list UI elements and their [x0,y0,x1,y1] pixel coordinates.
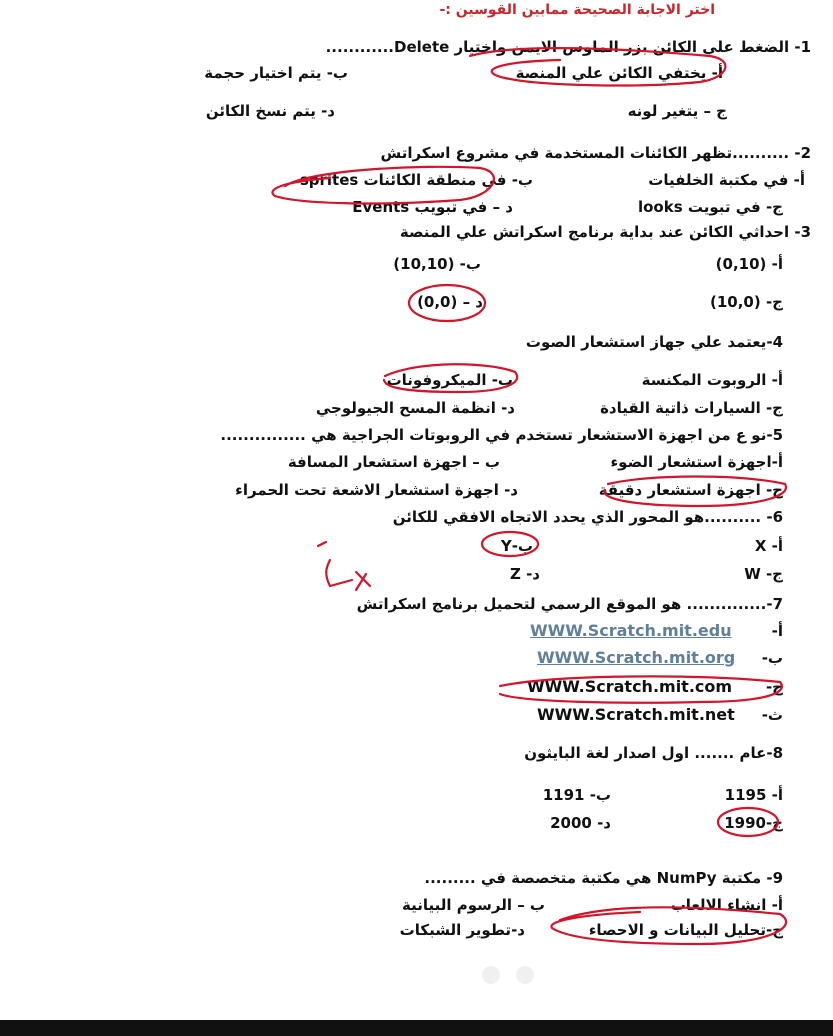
q9-option-c: ج-تحليل البيانات و الاحصاء [588,921,783,939]
q5-option-b: ب – اجهزة استشعار المسافة [287,453,500,471]
q2-option-c: ج- في تبويت looks [637,198,783,216]
question-5: 5-نو ع من اجهزة الاستشعار تستخدم في الروبوتات الجراجية هي ............... [220,426,783,444]
q7-option-a-url[interactable]: WWW.Scratch.mit.edu [530,621,732,640]
q8-option-a: أ- 1195 [724,786,783,804]
q6-scribble [318,542,370,590]
q7-option-b-label: ب- [761,649,783,667]
q7-option-d-label: ث- [761,706,783,724]
q1-option-c: ج – يتغير لونه [627,102,727,120]
q7-option-d-url: WWW.Scratch.mit.net [537,705,735,724]
q6-option-b: ب-Y [500,537,533,555]
q2-option-a: أ- في مكتبة الخلفيات [648,171,805,189]
q9-option-b: ب – الرسوم البيانية [402,896,545,914]
q8-option-b: ب- 1191 [542,786,611,804]
question-4: 4-يعتمد علي جهاز استشعار الصوت [525,333,783,351]
pagination-dot [482,966,500,984]
question-9: 9- مكتبة NumPy هي مكتبة متخصصة في ......... [424,869,783,887]
bottom-bar [0,1020,833,1036]
q9-option-a: أ- انشاء الالعاب [670,896,783,914]
q1-option-a: أ- يختفي الكائن علي المنصة [515,64,723,82]
q9-option-d: د-تطوير الشبكات [399,921,525,939]
q7-option-a-label: أ- [771,622,783,640]
pagination-dot [516,966,534,984]
q7-option-b-url[interactable]: WWW.Scratch.mit.org [537,648,736,667]
question-7: 7-.............. هو الموقع الرسمي لتحميل برنامج اسكراتش [356,595,783,613]
q3-option-d: د – (0,0) [417,293,483,311]
question-8: 8-عام ....... اول اصدار لغة البايثون [524,744,783,762]
q3-option-c: ج- (10,0) [710,293,783,311]
q7-option-c-url: WWW.Scratch.mit.com [527,677,733,696]
question-1: 1- الضغط علي الكائن بزر الماوس الايمن واختيار Delete............ [325,38,811,56]
q1-option-b: ب- يتم اختيار حجمة [204,64,348,82]
q4-option-d: د- انظمة المسح الجيولوجي [315,399,515,417]
q2-option-b: ب- في منطقة الكائنات sprites [299,171,533,189]
q5-option-c: ج- اجهزة استشعار دقيقة [598,481,783,499]
q5-option-a: أ-اجهزة استشعار الضوء [610,453,783,471]
q7-option-c-label: ج- [765,678,783,696]
q8-option-c: ج-1990 [724,814,783,832]
q4-option-b: ب- الميكروفونات [386,371,513,389]
question-3: 3- احداثي الكائن عند بداية برنامج اسكراتش علي المنصة [399,223,811,241]
q3-option-b: ب- (10,10) [393,255,481,273]
q1-option-d: د- يتم نسخ الكائن [205,102,335,120]
q8-option-d: د- 2000 [550,814,611,832]
q3-option-a: أ- (0,10) [715,255,783,273]
q4-option-c: ج- السيارات ذاتية القيادة [600,399,783,417]
q6-option-d: د- Z [509,565,540,583]
worksheet-title: اختر الاجابة الصحيحة ممابين القوسين :- [439,2,715,18]
q2-option-d: د – في تبويب Events [352,198,513,216]
q5-option-d: د- اجهزة استشعار الاشعة تحت الحمراء [235,481,518,499]
q6-option-a: أ- X [754,537,783,555]
q6-option-c: ج- W [744,565,783,583]
question-6: 6- ..........هو المحور الذي يحدد الاتجاه الافقي للكائن [392,508,783,526]
question-2: 2- ..........تظهر الكائنات المستخدمة في مشروع اسكراتش [380,144,811,162]
q4-option-a: أ- الروبوت المكنسة [641,371,783,389]
